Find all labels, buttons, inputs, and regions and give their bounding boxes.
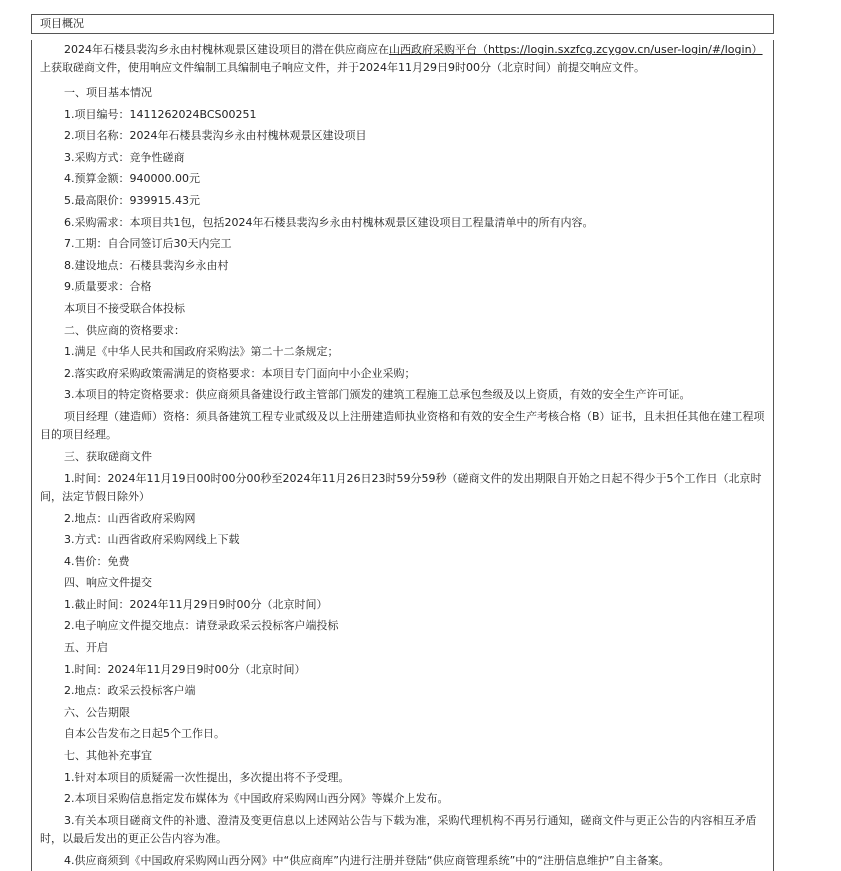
section-title: 项目概况 [40, 17, 84, 30]
line: 8.建设地点：石楼县裴沟乡永由村 [64, 258, 229, 272]
intro-before: 2024年石楼县裴沟乡永由村槐林观景区建设项目的潜在供应商应在 [64, 43, 389, 56]
line: 9.质量要求：合格 [64, 280, 152, 294]
line: 四、响应文件提交 [64, 576, 152, 590]
line: 五、开启 [64, 641, 108, 655]
line: 2.地点：政采云投标客户端 [64, 684, 196, 698]
line: 3.有关本项目磋商文件的补遗、澄清及变更信息以上述网站公告与下载为准，采购代理机构不再另行通知，磋商文件与更正公告的内容相互矛盾时，以最后发出的更正公告内容为准。 [40, 813, 757, 845]
line: 1.时间：2024年11月29日9时00分（北京时间） [64, 662, 306, 676]
line: 1.针对本项目的质疑需一次性提出，多次提出将不予受理。 [64, 770, 350, 784]
line: 1.满足《中华人民共和国政府采购法》第二十二条规定； [64, 345, 339, 359]
line: 5.最高限价：939915.43元 [64, 193, 200, 207]
line: 七、其他补充事宜 [64, 749, 152, 763]
line: 3.采购方式：竞争性磋商 [64, 150, 185, 164]
line: 2.本项目采购信息指定发布媒体为《中国政府采购网山西分网》等媒介上发布。 [64, 792, 449, 806]
line: 6.采购需求：本项目共1包，包括2024年石楼县裴沟乡永由村槐林观景区建设项目工程量清单中的所有内容。 [64, 215, 594, 229]
intro-paragraph [40, 41, 765, 77]
procurement-platform-link[interactable]: 山西政府采购平台（https://login.sxzfcg.zcygov.cn/user-login/#/login） [389, 43, 763, 56]
line: 2.落实政府采购政策需满足的资格要求：本项目专门面向中小企业采购； [64, 366, 416, 380]
line: 1.项目编号：1411262024BCS00251 [64, 107, 257, 121]
line: 2.地点：山西省政府采购网 [64, 511, 196, 525]
line: 三、获取磋商文件 [64, 449, 152, 463]
line: 本项目不接受联合体投标 [64, 301, 185, 315]
intro-after: 上获取磋商文件，使用响应文件编制工具编制电子响应文件，并于2024年11月29日9时00分（北京时间）前提交响应文件。 [40, 61, 645, 74]
line: 二、供应商的资格要求： [64, 323, 185, 337]
manager-qualification: 项目经理（建造师）资格：须具备建筑工程专业贰级及以上注册建造师执业资格和有效的安全生产考核合格（B）证书，且未担任其他在建工程项目的项目经理。 [40, 409, 765, 441]
acquisition-time: 1.时间：2024年11月19日00时00分00秒至2024年11月26日23时59分59秒（磋商文件的发出期限自开始之日起不得少于5个工作日（北京时间，法定节假日除外） [40, 471, 762, 503]
line: 2.电子响应文件提交地点：请登录政采云投标客户端投标 [64, 619, 339, 633]
line: 自本公告发布之日起5个工作日。 [64, 727, 225, 741]
section-header [31, 14, 774, 34]
line: 1.截止时间：2024年11月29日9时00分（北京时间） [64, 597, 328, 611]
line: 4.售价：免费 [64, 554, 130, 568]
line: 3.方式：山西省政府采购网线上下载 [64, 533, 240, 547]
line: 4.预算金额：940000.00元 [64, 172, 200, 186]
announcement-body [31, 40, 774, 871]
line: 3.本项目的特定资格要求：供应商须具备建设行政主管部门颁发的建筑工程施工总承包叁级及以上资质，有效的安全生产许可证。 [64, 388, 691, 402]
line: 7.工期：自合同签订后30天内完工 [64, 237, 232, 251]
line: 一、项目基本情况 [64, 86, 152, 99]
line: 2.项目名称：2024年石楼县裴沟乡永由村槐林观景区建设项目 [64, 129, 367, 143]
line: 六、公告期限 [64, 705, 130, 719]
line: 4.供应商须到《中国政府采购网山西分网》中“供应商库”内进行注册并登陆“供应商管理系统”中的“注册信息维护”自主备案。 [64, 853, 670, 867]
